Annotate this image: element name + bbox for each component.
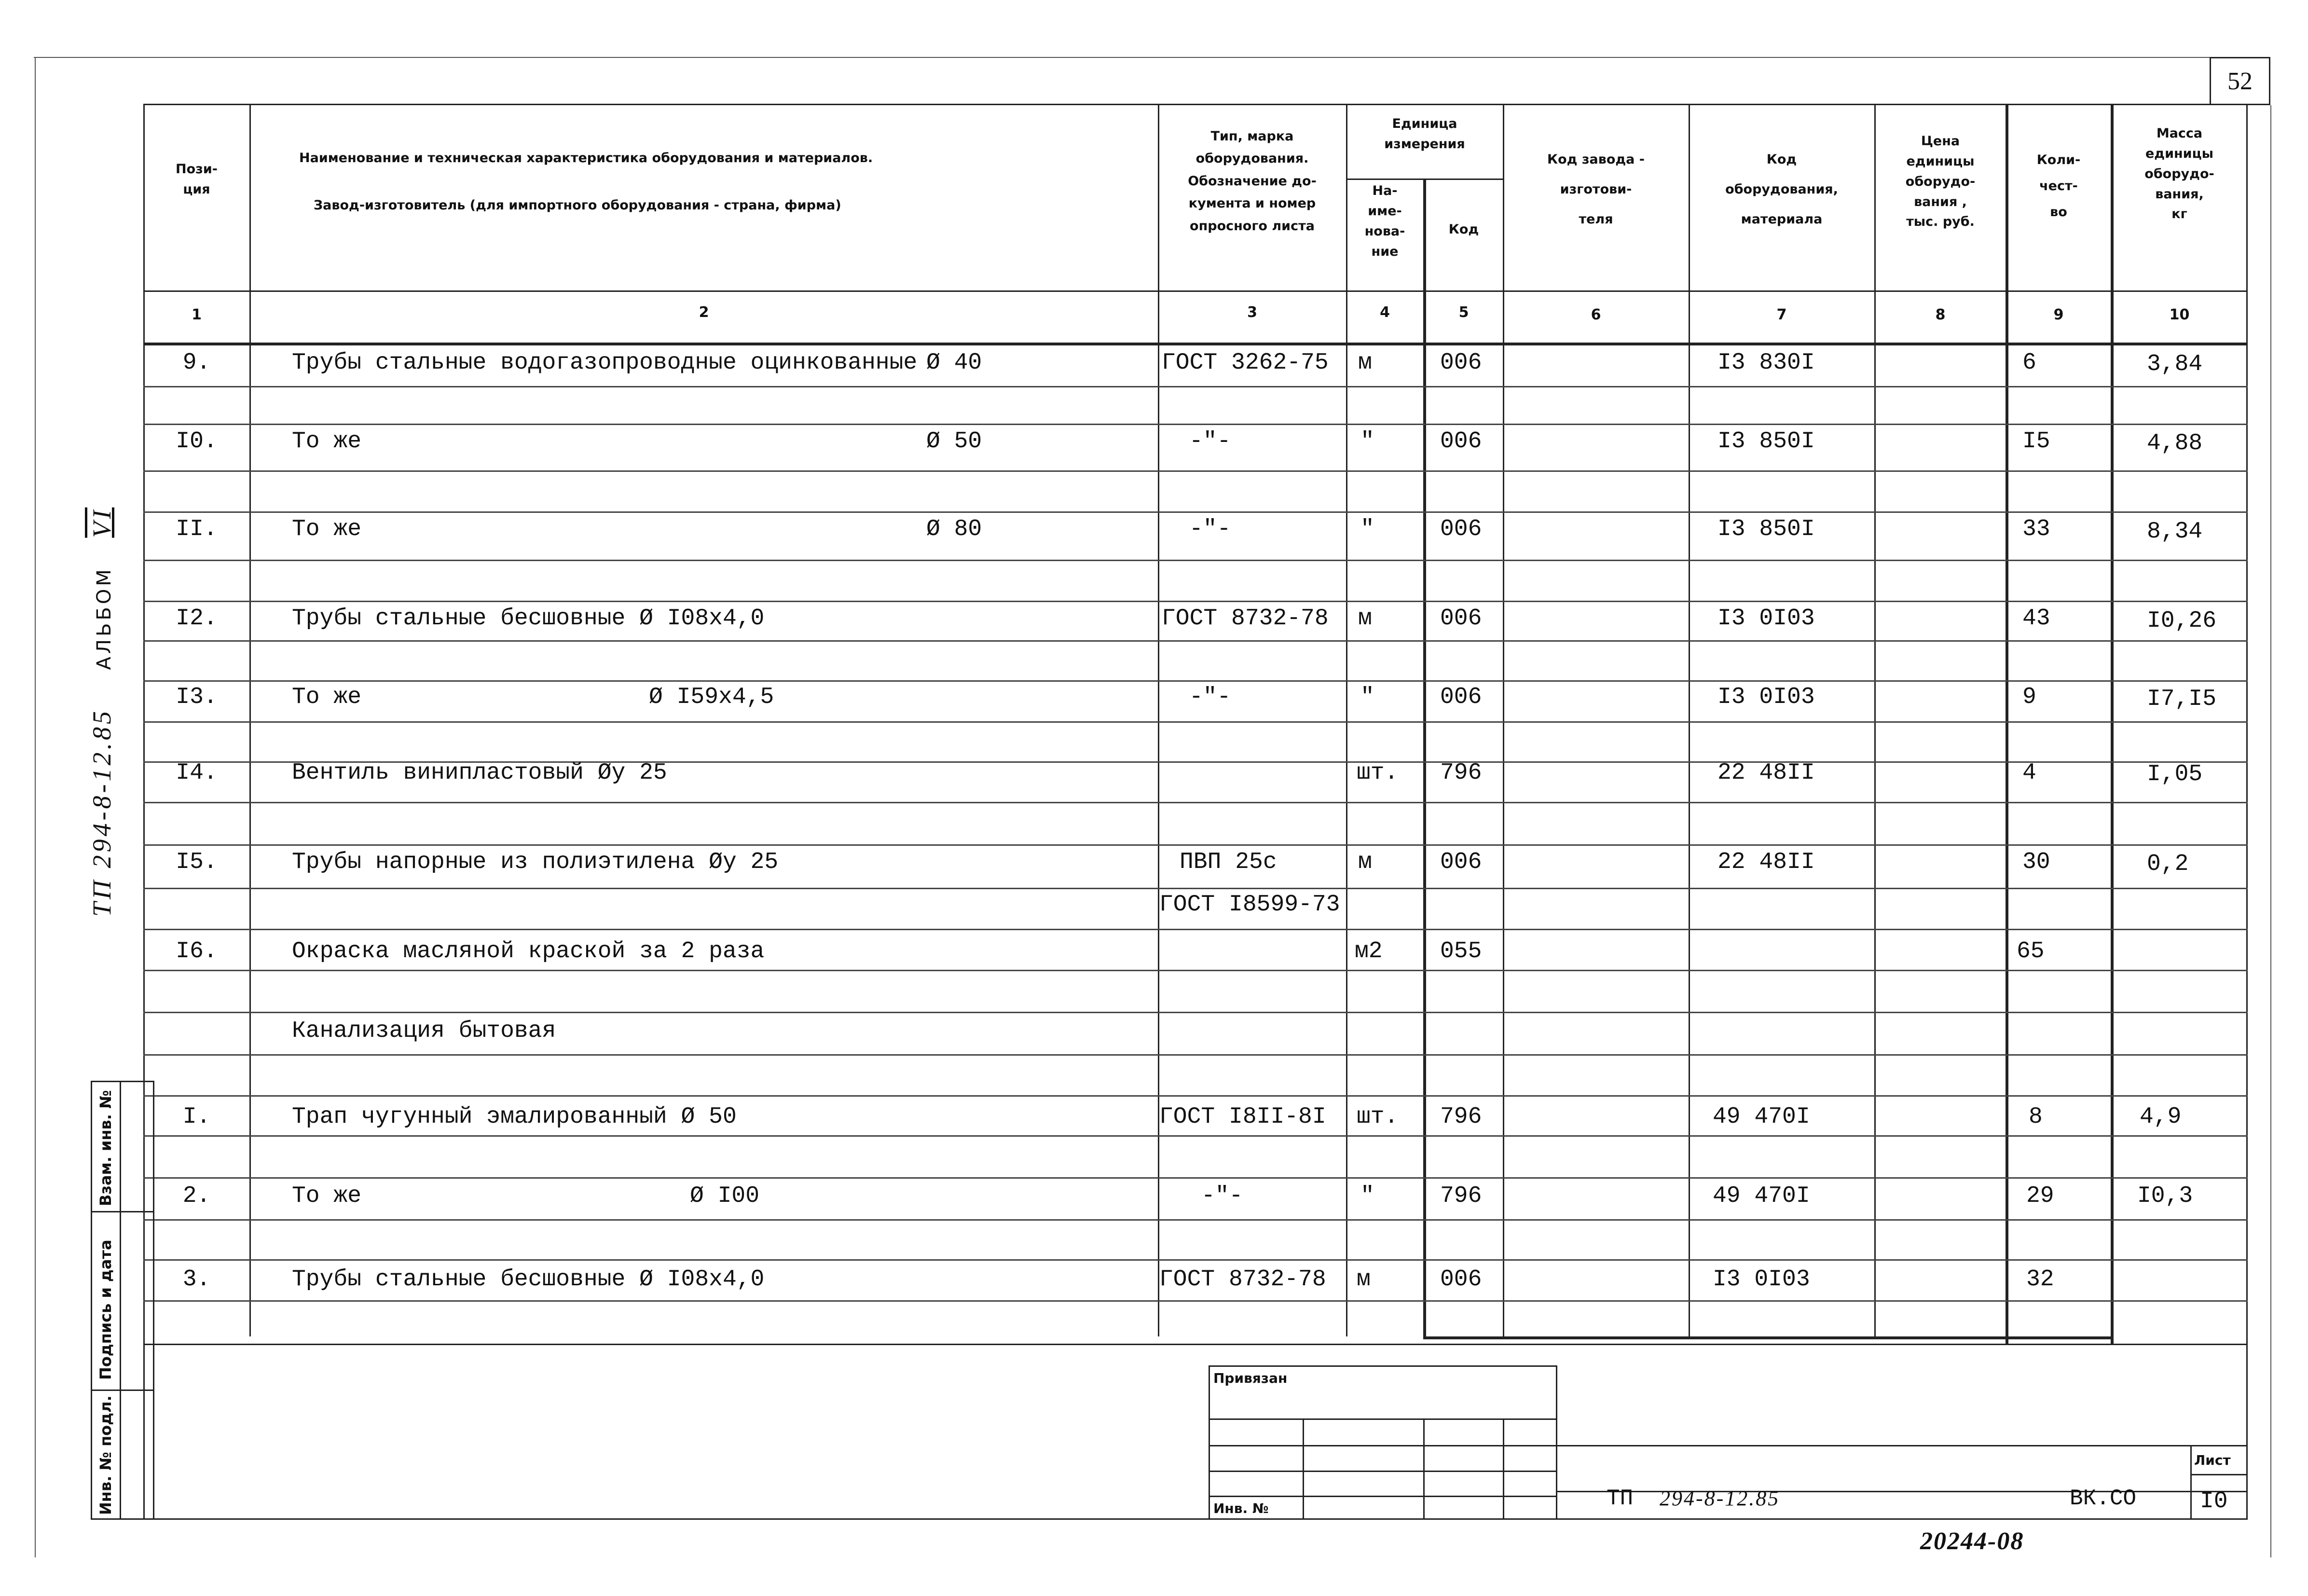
cell-position: 3. [182, 1266, 211, 1293]
row-line [143, 1344, 2248, 1345]
cell-material: I3 830I [1717, 350, 1815, 376]
row-line [143, 929, 2248, 930]
cell-code: 796 [1440, 760, 1482, 786]
cell-type: -"- [1189, 428, 1231, 454]
privyazan-divider [1303, 1418, 1304, 1520]
cell-quantity: 4 [2022, 760, 2036, 786]
privyazan-line [1209, 1471, 1557, 1472]
row-line [143, 721, 2248, 723]
row-line [143, 888, 2248, 889]
privyazan-divider [1503, 1418, 1504, 1520]
cell-position: 2. [182, 1183, 211, 1209]
cell-code: 006 [1440, 1266, 1482, 1293]
cell-unit: м [1357, 1266, 1371, 1293]
cell-unit: " [1360, 684, 1374, 710]
header-name-line2: Завод-изготовитель (для импортного оборудования - страна, фирма) [314, 198, 841, 213]
colnum-8: 8 [1935, 306, 1946, 323]
page-number: 52 [2227, 68, 2253, 95]
cell-diameter: Ø 80 [926, 516, 982, 542]
header-type: Тип, марка оборудования. Обозначение до- кумента и номер опросного листа [1188, 129, 1317, 234]
cell-unit: " [1360, 428, 1374, 454]
album-caption [87, 508, 117, 917]
side-stamp-line [91, 1390, 154, 1391]
cell-type: -"- [1201, 1183, 1243, 1209]
col-divider-4 [1423, 179, 1426, 1336]
title-doc-prefix: ТП [1607, 1486, 1634, 1511]
side-stamp-line [91, 1211, 154, 1212]
cell-material: 49 470I [1713, 1183, 1810, 1209]
album-word: АЛЬБОМ [93, 566, 115, 670]
cell-type: ГОСТ I8599-73 [1159, 892, 1340, 918]
cell-diameter: Ø 50 [926, 428, 982, 454]
colnum-4: 4 [1380, 304, 1390, 321]
cell-position: I5. [176, 849, 218, 875]
cell-quantity: 30 [2022, 849, 2050, 875]
col-divider-5 [1503, 104, 1504, 1336]
cell-mass: I0,26 [2147, 608, 2217, 634]
cell-unit: м [1358, 350, 1372, 376]
cell-unit: м [1358, 849, 1372, 875]
privyazan-line [1209, 1418, 1557, 1420]
header-position: Пози- ция [176, 162, 218, 197]
cell-type: ГОСТ 8732-78 [1159, 1266, 1326, 1293]
col-divider-1 [249, 104, 251, 1336]
cell-code: 006 [1440, 684, 1482, 710]
cell-mass: 4,9 [2140, 1104, 2182, 1130]
cell-unit: " [1360, 1183, 1374, 1209]
title-doc-number: 294-8-12.85 [1660, 1486, 1780, 1510]
cell-code: 006 [1440, 428, 1482, 454]
cell-position: 9. [182, 350, 211, 376]
side-stamp-vzam: Взам. инв. № [96, 1090, 115, 1206]
col-divider-8 [2006, 104, 2008, 1344]
row-line [143, 970, 2248, 971]
colnum-5: 5 [1458, 304, 1469, 321]
album-code: ТП 294-8-12.85 [87, 708, 116, 917]
page-number-box [2210, 57, 2270, 105]
cell-name: Окраска масляной краской за 2 раза [292, 938, 765, 964]
cell-name: Трубы стальные водогазопроводные оцинкованные [292, 350, 918, 376]
col-divider-6 [1689, 104, 1690, 1336]
cell-mass: I0,3 [2137, 1183, 2193, 1209]
cell-quantity: 65 [2017, 938, 2045, 964]
cell-material: I3 0I03 [1717, 605, 1815, 632]
outer-left-line [35, 57, 36, 1557]
header-material-code: Код оборудования, материала [1725, 152, 1838, 227]
cell-name: То же [292, 428, 362, 454]
row-line [143, 1177, 2248, 1179]
cell-unit: м2 [1355, 938, 1383, 964]
privyazan-line [1209, 1445, 1557, 1446]
cell-name: Вентиль винипластовый Øу 25 [292, 760, 667, 786]
cell-position: I3. [176, 684, 218, 710]
cell-type: ГОСТ 3262-75 [1162, 350, 1329, 376]
row-line [143, 844, 2248, 846]
cell-name: То же [292, 1183, 362, 1209]
row-line [143, 424, 2248, 425]
row-line [143, 680, 2248, 682]
cell-material: I3 850I [1717, 516, 1815, 542]
cell-quantity: 32 [2026, 1266, 2054, 1293]
album-volume: VI [87, 507, 116, 538]
cell-quantity: 9 [2022, 684, 2036, 710]
cell-position: I0. [176, 428, 218, 454]
row-line [143, 1054, 2248, 1056]
cell-name: То же [292, 684, 362, 710]
cell-name: То же [292, 516, 362, 542]
side-stamp-divider [120, 1081, 121, 1520]
cell-name: Трубы стальные бесшовные Ø I08x4,0 [292, 1266, 765, 1293]
header-unit-name: На- име- нова- ние [1364, 183, 1405, 259]
col-divider-9 [2111, 104, 2114, 1344]
cell-mass: 4,88 [2147, 430, 2203, 456]
cell-mass: 3,84 [2147, 351, 2203, 377]
cell-quantity: 43 [2022, 605, 2050, 632]
header-mass: Масса единицы оборудо- вания, кг [2144, 126, 2214, 222]
bottom-number: 20244-08 [1920, 1527, 2024, 1555]
row-line [143, 802, 2248, 803]
cell-material: 22 48II [1717, 760, 1815, 786]
cell-position: I6. [176, 938, 218, 964]
cell-material: I3 0I03 [1717, 684, 1815, 710]
header-name-line1: Наименование и техническая характеристика оборудования и материалов. [299, 151, 873, 165]
title-block-top [1557, 1445, 2248, 1446]
cell-code: 055 [1440, 938, 1482, 964]
cell-type: ПВП 25с [1180, 849, 1277, 875]
row-line [143, 1135, 2248, 1137]
header-price: Цена единицы оборудо- вания , тыс. руб. [1905, 134, 1976, 230]
cell-name: Трубы напорные из полиэтилена Øу 25 [292, 849, 779, 875]
row-line [143, 601, 2248, 602]
unit-group-line [1346, 179, 1503, 180]
header-unit-group: Единица измерения [1384, 116, 1465, 151]
cell-type: ГОСТ I8II-8I [1159, 1104, 1326, 1130]
title-sheet-label: Лист [2194, 1452, 2231, 1468]
colnum-bottom-line [143, 343, 2248, 345]
cell-unit: м [1358, 605, 1372, 632]
cell-type: -"- [1189, 516, 1231, 542]
cell-code: 006 [1440, 350, 1482, 376]
cell-material: 22 48II [1717, 849, 1815, 875]
cell-code: 006 [1440, 516, 1482, 542]
row-line [143, 640, 2248, 642]
cell-mass: I7,I5 [2147, 686, 2217, 712]
cell-quantity: I5 [2022, 428, 2050, 454]
colnum-10: 10 [2169, 306, 2190, 323]
cell-position: II. [176, 516, 218, 542]
cell-unit: " [1360, 516, 1374, 542]
section-heading: Канализация бытовая [292, 1018, 556, 1044]
row-line [143, 1219, 2248, 1221]
colnum-3: 3 [1247, 304, 1257, 321]
cell-position: I4. [176, 760, 218, 786]
table-bottom-thick [1423, 1336, 2113, 1339]
cell-type: -"- [1189, 684, 1231, 710]
cell-mass: 0,2 [2147, 851, 2189, 877]
privyazan-inv-label: Инв. № [1213, 1500, 1269, 1516]
cell-type: ГОСТ 8732-78 [1162, 605, 1329, 632]
cell-unit: шт. [1357, 760, 1399, 786]
cell-diameter: Ø I59x4,5 [649, 684, 774, 710]
cell-name: Трап чугунный эмалированный Ø 50 [292, 1104, 737, 1130]
title-block-sheet-line [2190, 1474, 2248, 1475]
col-divider-3 [1346, 104, 1347, 1336]
cell-diameter: Ø I00 [690, 1183, 760, 1209]
cell-mass: I,05 [2147, 761, 2203, 787]
privyazan-line [1209, 1496, 1557, 1497]
cell-code: 006 [1440, 849, 1482, 875]
title-block-sheet-divider [2190, 1445, 2192, 1520]
privyazan-label: Привязан [1213, 1370, 1288, 1386]
row-line [143, 1095, 2248, 1097]
col-divider-2 [1158, 104, 1159, 1336]
cell-material: 49 470I [1713, 1104, 1810, 1130]
cell-material: I3 0I03 [1713, 1266, 1810, 1293]
header-quantity: Коли- чест- во [2036, 152, 2081, 220]
cell-diameter: Ø 40 [926, 350, 982, 376]
cell-material: I3 850I [1717, 428, 1815, 454]
row-line [143, 470, 2248, 472]
cell-unit: шт. [1357, 1104, 1399, 1130]
cell-position: I2. [176, 605, 218, 632]
outer-top-line [34, 57, 2210, 58]
colnum-1: 1 [192, 306, 202, 323]
outer-right-line [2270, 105, 2271, 1557]
cell-name: Трубы стальные бесшовные Ø I08x4,0 [292, 605, 765, 632]
row-line [143, 386, 2248, 387]
cell-quantity: 29 [2026, 1183, 2054, 1209]
row-line [143, 511, 2248, 513]
header-factory-code: Код завода - изготови- теля [1547, 152, 1645, 227]
title-mark: ВК.СО [2070, 1486, 2137, 1511]
cell-code: 796 [1440, 1104, 1482, 1130]
title-sheet-number: I0 [2200, 1488, 2228, 1514]
side-stamp-inv: Инв. № подл. [96, 1395, 115, 1515]
cell-quantity: 6 [2022, 350, 2036, 376]
cell-mass: 8,34 [2147, 519, 2203, 545]
privyazan-divider [1423, 1418, 1425, 1520]
row-line [143, 1012, 2248, 1013]
cell-code: 006 [1440, 605, 1482, 632]
colnum-9: 9 [2053, 306, 2064, 323]
header-bottom-line [143, 290, 2248, 292]
row-line [143, 1259, 2248, 1261]
row-line [143, 1300, 2248, 1302]
header-unit-code: Код [1448, 222, 1479, 237]
colnum-7: 7 [1776, 306, 1787, 323]
colnum-6: 6 [1591, 306, 1601, 323]
cell-code: 796 [1440, 1183, 1482, 1209]
side-stamp-podpis: Подпись и дата [96, 1239, 115, 1380]
row-line [143, 560, 2248, 561]
col-divider-7 [1874, 104, 1876, 1336]
cell-position: I. [182, 1104, 211, 1130]
cell-quantity: 33 [2022, 516, 2050, 542]
colnum-2: 2 [699, 304, 709, 321]
cell-quantity: 8 [2029, 1104, 2043, 1130]
